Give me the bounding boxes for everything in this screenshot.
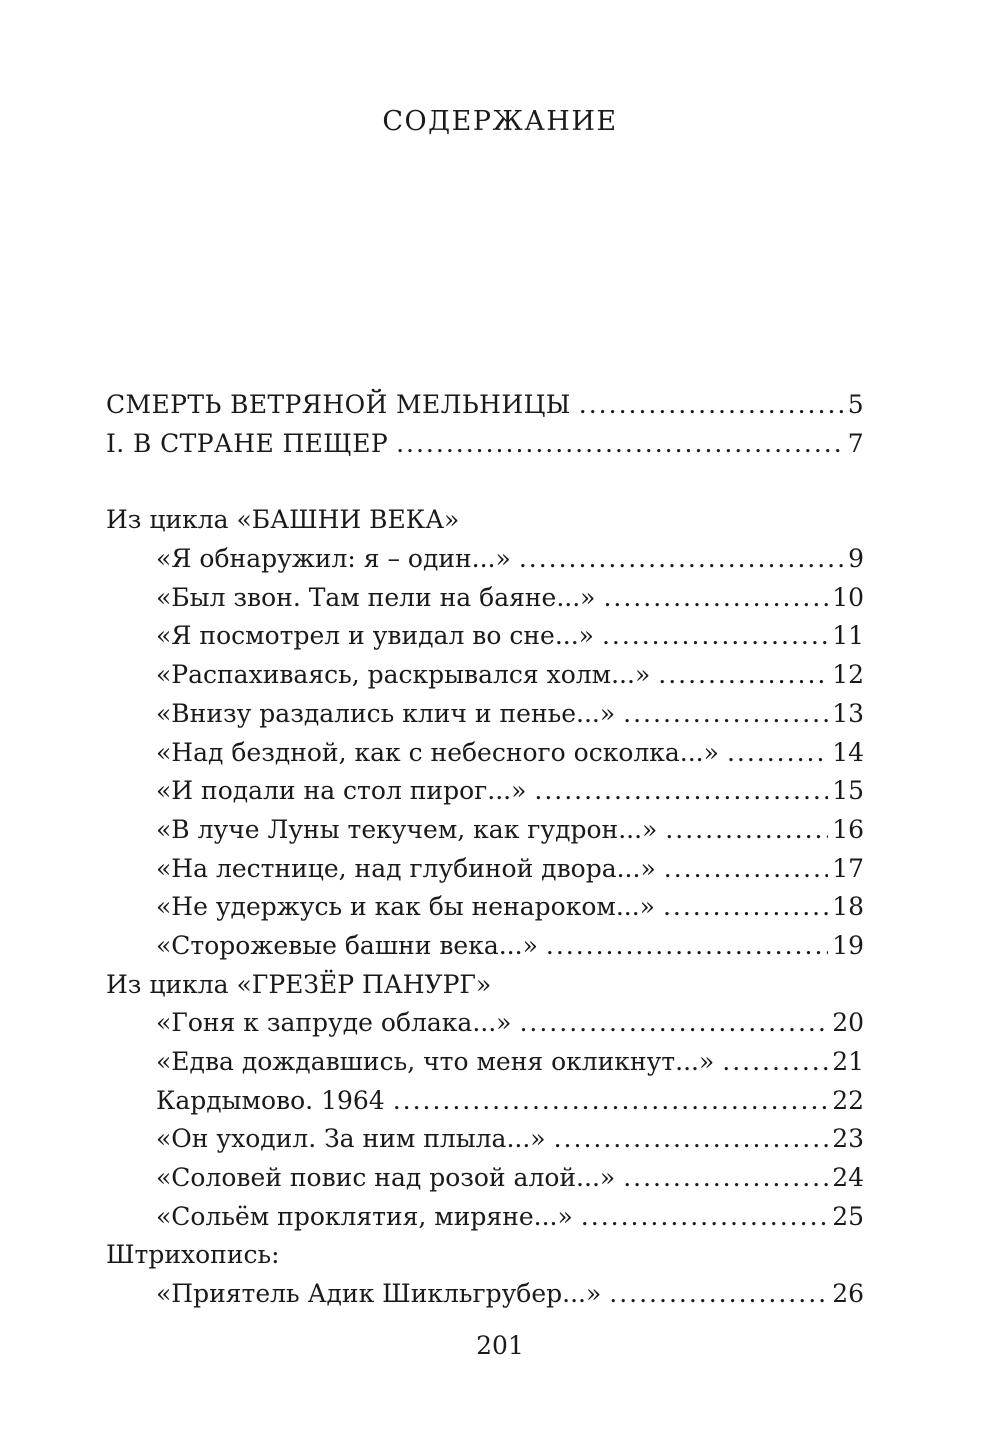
toc-entry-label: «Соловей повис над розой алой...» bbox=[156, 1163, 616, 1193]
toc-entry bbox=[106, 617, 864, 656]
toc-entry bbox=[106, 927, 864, 966]
leader-dots bbox=[546, 927, 828, 966]
toc-entry bbox=[106, 579, 864, 618]
leader-dots bbox=[581, 1198, 828, 1237]
toc-entry-label: «На лестнице, над глубиной двора...» bbox=[156, 853, 656, 883]
toc-entry-page: 5 bbox=[847, 390, 864, 419]
toc-entry bbox=[106, 1275, 864, 1314]
toc-entry bbox=[106, 734, 864, 773]
toc-entry-page: 10 bbox=[832, 582, 864, 612]
section-heading-bashni-veka: Из цикла «БАШНИ ВЕКА» bbox=[106, 505, 460, 535]
toc-entry-page: 25 bbox=[832, 1201, 864, 1231]
leader-dots bbox=[534, 772, 828, 811]
toc-entry bbox=[106, 540, 864, 579]
table-of-contents bbox=[106, 386, 864, 1314]
toc-entry-label: «Сторожевые башни века...» bbox=[156, 930, 538, 960]
page-number: 201 bbox=[476, 1331, 524, 1360]
leader-dots bbox=[623, 695, 828, 734]
leader-dots bbox=[722, 1043, 828, 1082]
leader-dots bbox=[658, 656, 828, 695]
toc-entry-page: 13 bbox=[832, 698, 864, 728]
toc-entry-label: «Был звон. Там пели на баяне...» bbox=[156, 582, 596, 612]
toc-entry-label: «Сольём проклятия, миряне...» bbox=[156, 1201, 573, 1231]
toc-entry-label: «Над бездной, как с небесного осколка...» bbox=[156, 737, 719, 767]
spacer bbox=[106, 463, 864, 501]
toc-entry bbox=[106, 1082, 864, 1121]
leader-dots bbox=[519, 1004, 828, 1043]
toc-entry-label: «Едва дождавшись, что меня окликнут...» bbox=[156, 1047, 715, 1076]
leader-dots bbox=[664, 850, 828, 889]
leader-dots bbox=[665, 811, 828, 850]
section-heading-grezer-panurg: Из цикла «ГРЕЗЁР ПАНУРГ» bbox=[106, 969, 492, 999]
toc-entry-label: «Распахиваясь, раскрывался холм...» bbox=[156, 660, 651, 690]
leader-dots bbox=[602, 617, 828, 656]
toc-entry bbox=[106, 1004, 864, 1043]
leader-dots bbox=[603, 579, 828, 618]
toc-entry bbox=[106, 1120, 864, 1159]
leader-dots bbox=[727, 734, 828, 773]
toc-entry-page: 22 bbox=[832, 1085, 864, 1115]
toc-entry-page: 12 bbox=[832, 660, 864, 690]
toc-entry-page: 26 bbox=[832, 1279, 864, 1309]
toc-entry-page: 9 bbox=[848, 544, 864, 574]
leader-dots bbox=[623, 1159, 828, 1198]
toc-entry-top-2 bbox=[106, 425, 864, 464]
toc-entry-page: 11 bbox=[832, 621, 864, 651]
toc-entry-label: «И подали на стол пирог...» bbox=[156, 776, 527, 806]
toc-entry-page: 16 bbox=[832, 814, 864, 844]
toc-entry-page: 15 bbox=[832, 776, 864, 806]
section-heading-shtrikhopis: Штрихопись: bbox=[106, 1240, 280, 1270]
toc-entry-label: I. В СТРАНЕ ПЕЩЕР bbox=[106, 428, 389, 458]
leader-dots bbox=[554, 1120, 829, 1159]
toc-entry-label: «Он уходил. За ним плыла...» bbox=[156, 1124, 546, 1154]
toc-entry bbox=[106, 1043, 864, 1082]
toc-entry-page: 19 bbox=[832, 930, 864, 960]
toc-entry-top-1 bbox=[106, 386, 864, 425]
toc-entry-label: «Приятель Адик Шикльгрубер...» bbox=[156, 1279, 602, 1309]
toc-entry-label: «Я обнаружил: я – один...» bbox=[156, 544, 511, 574]
toc-entry-page: 21 bbox=[832, 1047, 864, 1076]
page-title: СОДЕРЖАНИЕ bbox=[382, 106, 618, 137]
toc-entry-page: 24 bbox=[832, 1163, 864, 1193]
leader-dots bbox=[519, 540, 844, 579]
toc-entry bbox=[106, 1159, 864, 1198]
toc-entry-label: «Я посмотрел и увидал во сне...» bbox=[156, 621, 594, 651]
toc-entry-label: «В луче Луны текучем, как гудрон...» bbox=[156, 814, 658, 844]
leader-dots bbox=[579, 386, 844, 425]
toc-entry bbox=[106, 1198, 864, 1237]
toc-entry-label: «Внизу раздались клич и пенье...» bbox=[156, 698, 616, 728]
toc-entry-page: 14 bbox=[832, 737, 864, 767]
toc-entry-label: «Не удержусь и как бы ненароком...» bbox=[156, 892, 655, 922]
leader-dots bbox=[663, 888, 828, 927]
toc-entry-label: «Гоня к запруде облака...» bbox=[156, 1008, 512, 1038]
toc-entry-page: 17 bbox=[832, 853, 864, 883]
toc-entry-label: Кардымово. 1964 bbox=[156, 1085, 385, 1115]
leader-dots bbox=[609, 1275, 828, 1314]
toc-entry bbox=[106, 695, 864, 734]
toc-entry bbox=[106, 811, 864, 850]
toc-entry bbox=[106, 850, 864, 889]
toc-entry bbox=[106, 772, 864, 811]
toc-entry bbox=[106, 888, 864, 927]
leader-dots bbox=[393, 1082, 829, 1121]
toc-entry-page: 23 bbox=[832, 1124, 864, 1154]
toc-entry-page: 20 bbox=[832, 1008, 864, 1038]
toc-entry-page: 18 bbox=[832, 892, 864, 922]
toc-entry-label: СМЕРТЬ ВЕТРЯНОЙ МЕЛЬНИЦЫ bbox=[106, 390, 571, 419]
leader-dots bbox=[396, 425, 844, 464]
toc-entry-page: 7 bbox=[847, 428, 864, 458]
toc-entry bbox=[106, 656, 864, 695]
